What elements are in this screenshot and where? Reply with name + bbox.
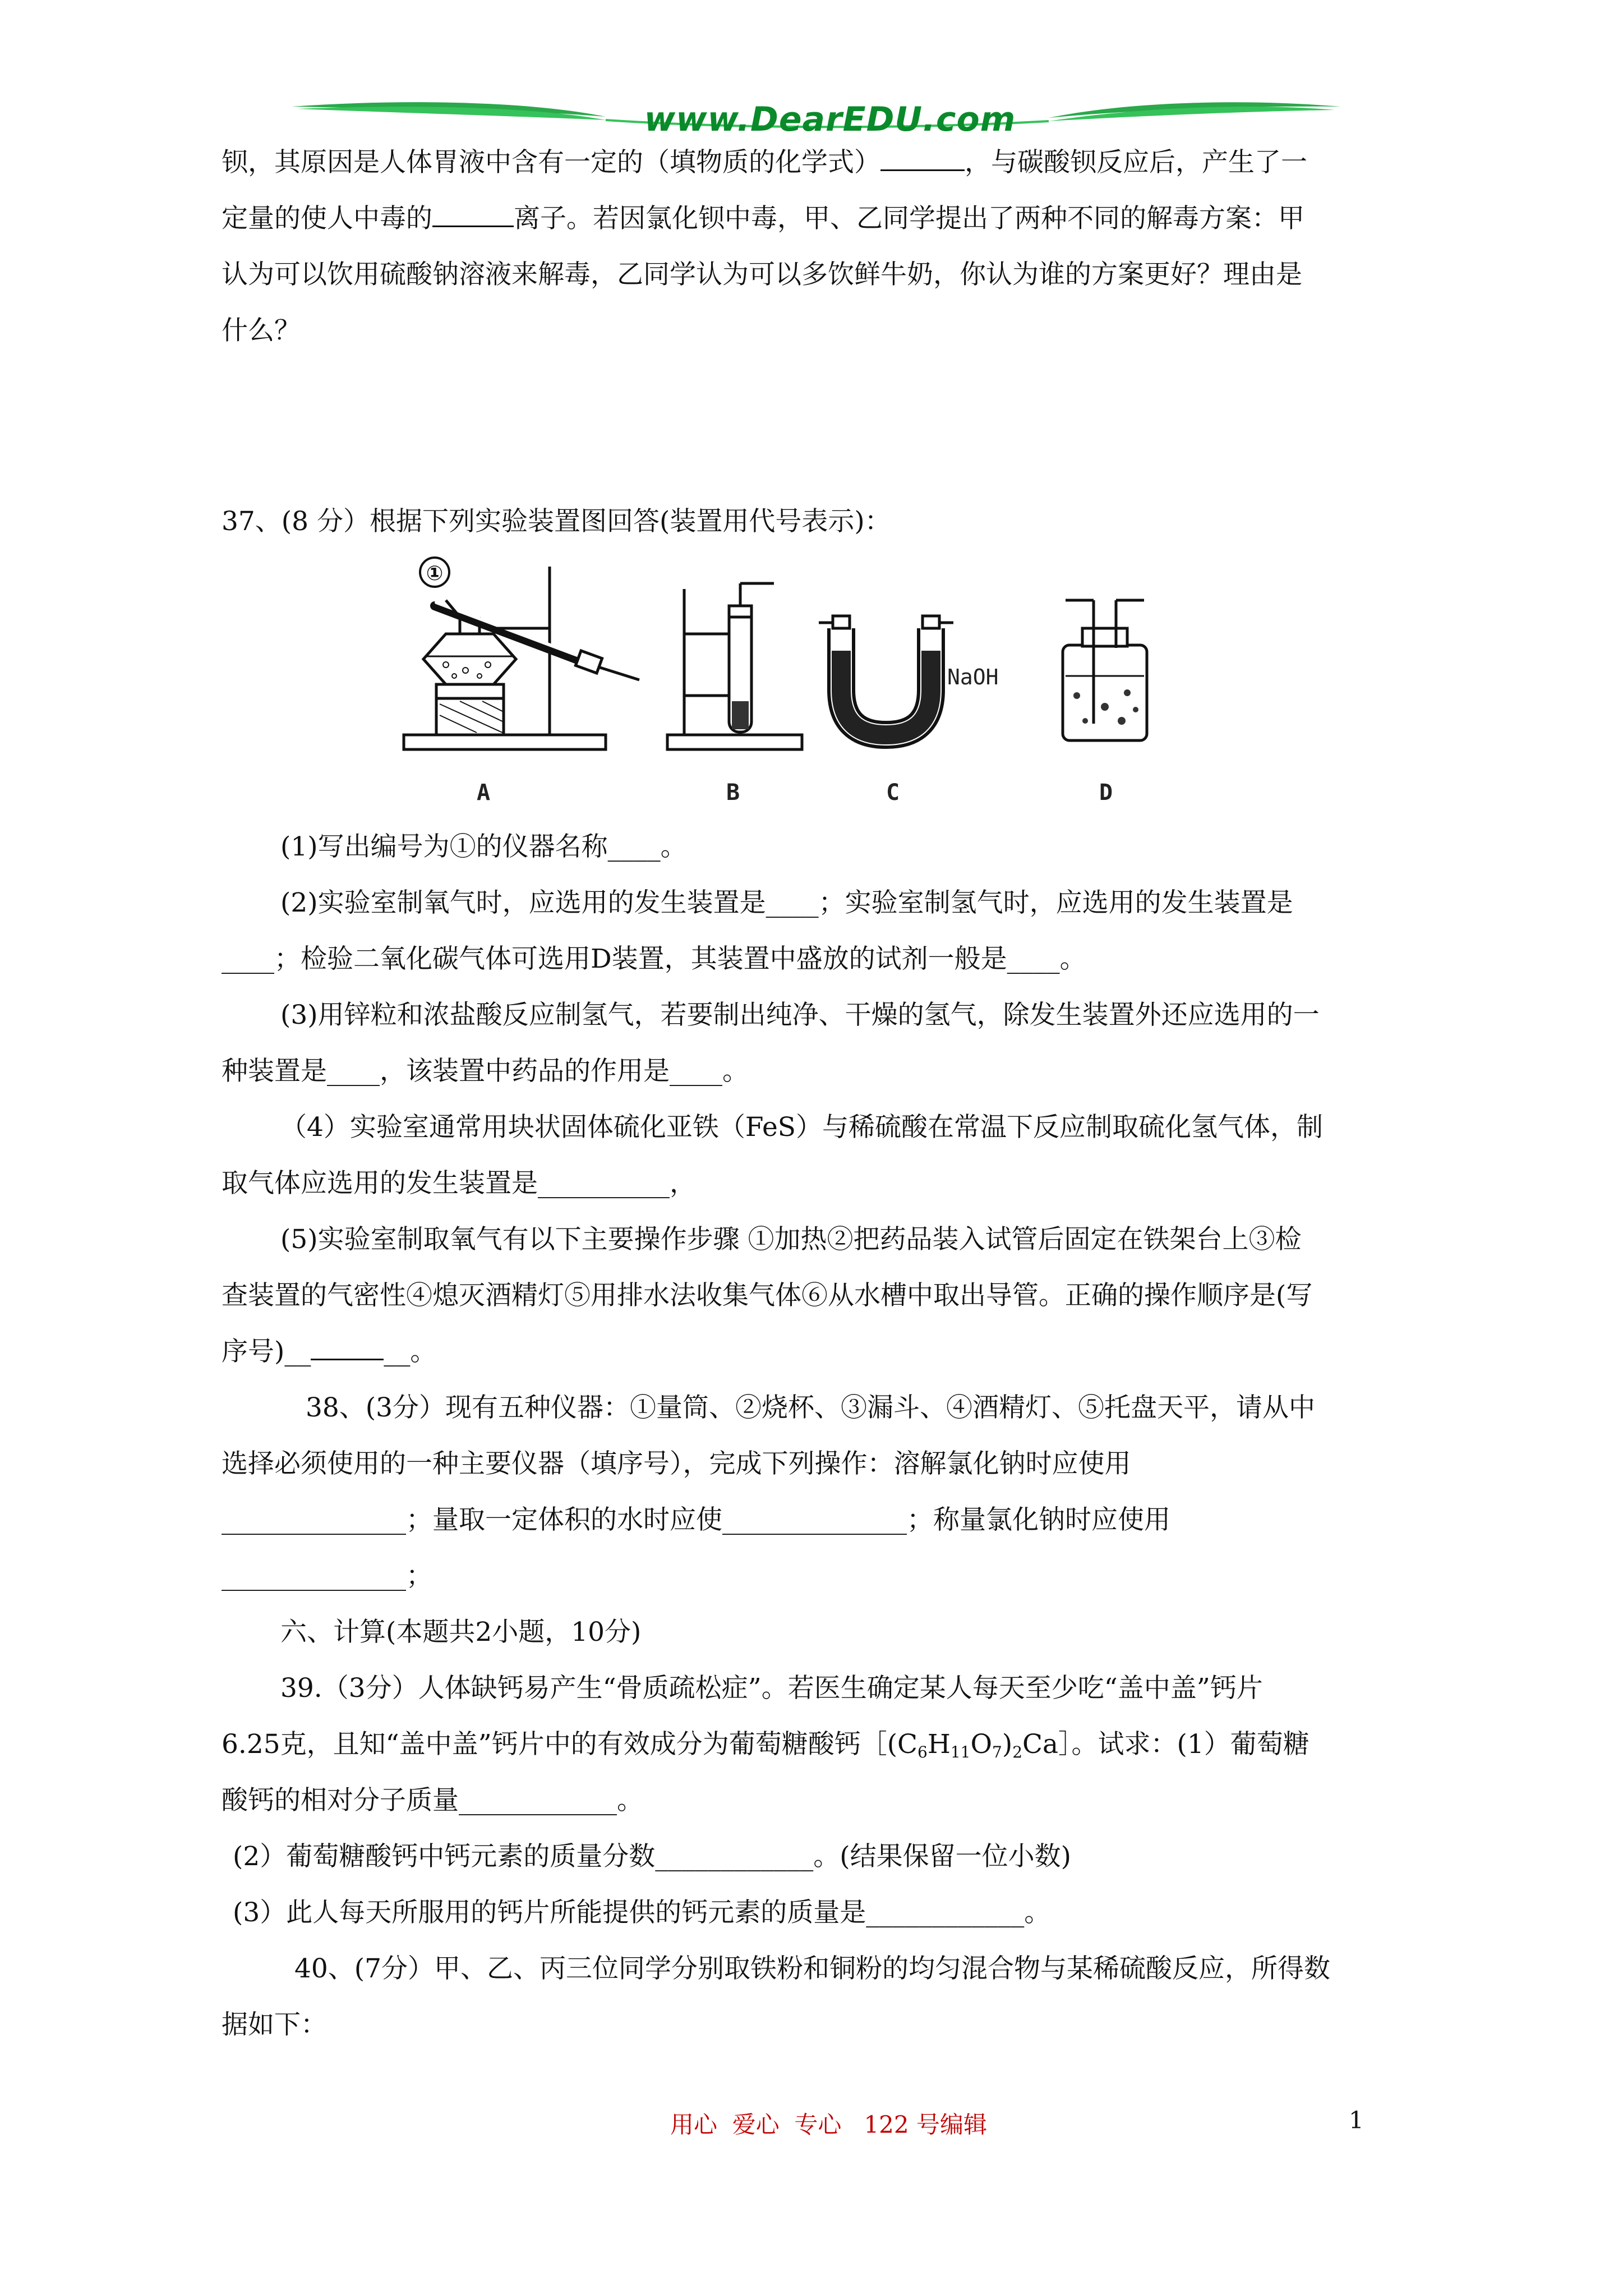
text-fragment: 离子。若因氯化钡中毒，甲、乙同学提出了两种不同的解毒方案：甲: [514, 203, 1304, 234]
question-37-3-cont: 种装置是____，该装置中药品的作用是____。: [222, 1056, 749, 1087]
text-line: 认为可以饮用硫酸钠溶液来解毒，乙同学认为可以多饮鲜牛奶，你认为谁的方案更好？理由是: [222, 259, 1302, 290]
text-fragment: 钡，其原因是人体胃液中含有一定的（填物质的化学式）: [222, 147, 880, 178]
question-39: 39.（3分）人体缺钙易产生“骨质疏松症”。若医生确定某人每天至少吃“盖中盖”钙片: [280, 1673, 1263, 1704]
text-fragment: __。: [384, 1336, 437, 1367]
question-37-2-cont: ____；检验二氧化碳气体可选用D装置，其装置中盛放的试剂一般是____。: [222, 944, 1086, 974]
text-fragment: ，与碳酸钡反应后，产生了一: [965, 147, 1307, 178]
answer-blank: [880, 145, 965, 171]
question-37-5-answer: [222, 1324, 1416, 1380]
question-39-2: (2）葡萄糖酸钙中钙元素的质量分数____________。(结果保留一位小数): [233, 1841, 1071, 1872]
page-number: 1: [1349, 2106, 1364, 2134]
text-fragment: O: [970, 1729, 993, 1760]
figure-label-d: D: [1099, 780, 1113, 806]
subscript: 11: [950, 1743, 971, 1761]
subscript: 6: [917, 1743, 928, 1761]
question-40-cont: 据如下：: [222, 2009, 327, 2040]
subscript: 2: [1012, 1743, 1023, 1761]
question-38-blanks: ______________；量取一定体积的水时应使______________；称量氯化钠时应使用: [222, 1504, 1170, 1535]
marker-label: ①: [426, 562, 444, 585]
figure-label-c: C: [886, 780, 900, 806]
naoh-label: NaOH: [945, 665, 1001, 689]
apparatus-c: [819, 616, 953, 735]
section-6-heading: 六、计算(本题共2小题，10分): [280, 1617, 642, 1648]
footer-text: 用心 爱心 专心 122 号编辑: [670, 2111, 987, 2138]
apparatus-b: [667, 583, 802, 749]
question-39-formula-line: [222, 1717, 1416, 1773]
question-38-cont: 选择必须使用的一种主要仪器（填序号），完成下列操作：溶解氯化钠时应使用: [222, 1448, 1131, 1479]
subscript: 7: [992, 1743, 1002, 1761]
answer-blank: [311, 1334, 384, 1360]
question-38-last-blank: ______________；: [222, 1561, 432, 1591]
question-37-3: (3)用锌粒和浓盐酸反应制氢气，若要制出纯净、干燥的氢气，除发生装置外还应选用的一: [280, 1000, 1320, 1030]
site-url: www.DearEDU.com: [644, 100, 1016, 139]
answer-blank: [432, 201, 514, 227]
text-line: [222, 191, 1416, 247]
text-fragment: 6.25克，且知“盖中盖”钙片中的有效成分为葡萄糖酸钙［(C: [222, 1729, 918, 1760]
apparatus-a: [404, 567, 639, 749]
text-fragment: 序号)__: [222, 1336, 311, 1367]
question-39-1: 酸钙的相对分子质量____________。: [222, 1785, 643, 1816]
question-37-2: (2)实验室制氧气时，应选用的发生装置是____；实验室制氢气时，应选用的发生装置是: [280, 887, 1293, 918]
figure-label-a: A: [477, 780, 491, 806]
question-37-heading: 37、(8 分）根据下列实验装置图回答(装置用代号表示)：: [222, 506, 891, 537]
text-fragment: H: [927, 1729, 951, 1760]
apparatus-d: [1063, 600, 1147, 740]
question-38: 38、(3分）现有五种仪器：①量筒、②烧杯、③漏斗、④酒精灯、⑤托盘天平，请从中: [306, 1392, 1316, 1423]
question-37-5-cont: 查装置的气密性④熄灭酒精灯⑤用排水法收集气体⑥从水槽中取出导管。正确的操作顺序是(写: [222, 1280, 1313, 1311]
text-fragment: 定量的使人中毒的: [222, 203, 432, 234]
question-39-3: (3）此人每天所服用的钙片所能提供的钙元素的质量是____________。: [233, 1897, 1051, 1928]
text-fragment: ): [1002, 1729, 1013, 1760]
text-fragment: Ca］。试求：(1）葡萄糖: [1022, 1729, 1310, 1760]
text-line: [222, 135, 1416, 191]
question-40: 40、(7分）甲、乙、丙三位同学分别取铁粉和铜粉的均匀混合物与某稀硫酸反应，所得数: [294, 1953, 1331, 1984]
apparatus-diagram: [393, 555, 1234, 780]
figure-label-b: B: [726, 780, 740, 806]
question-37-4: （4）实验室通常用块状固体硫化亚铁（FeS）与稀硫酸在常温下反应制取硫化氢气体，制: [280, 1112, 1323, 1143]
text-line: 什么？: [222, 315, 301, 346]
question-37-4-cont: 取气体应选用的发生装置是__________，: [222, 1168, 696, 1199]
question-37-5: (5)实验室制取氧气有以下主要操作步骤 ①加热②把药品装入试管后固定在铁架台上③检: [280, 1224, 1302, 1255]
question-37-1: (1)写出编号为①的仪器名称____。: [280, 831, 687, 862]
apparatus-figure: [393, 555, 1234, 813]
